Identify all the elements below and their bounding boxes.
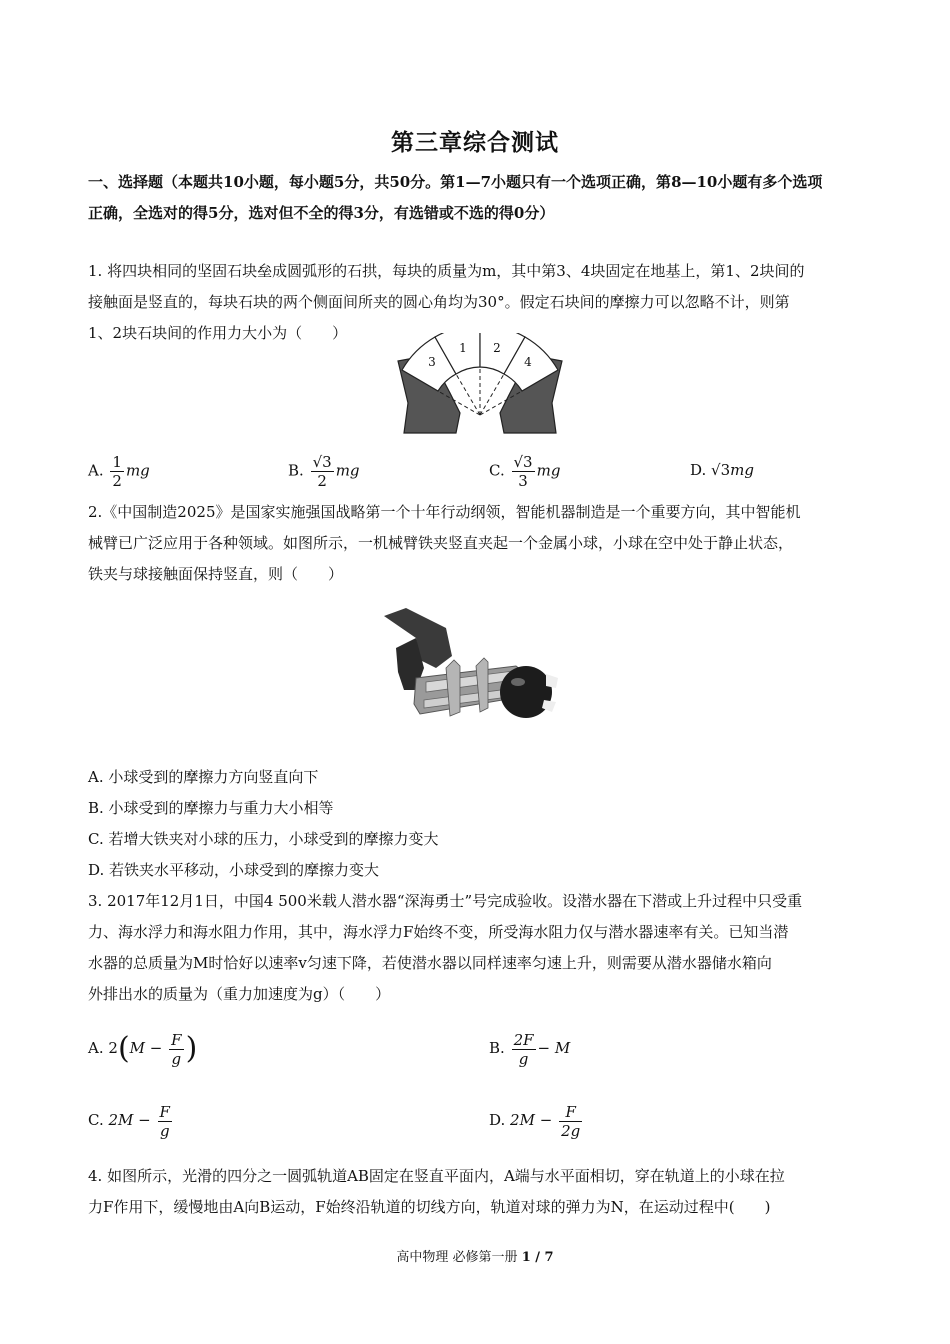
q2-options (88, 762, 868, 886)
q4-line-1: 4. 如图所示，光滑的四分之一圆弧轨道AB固定在竖直平面内，A端与水平面相切，穿在轨道上的小球在拉 (88, 1167, 785, 1185)
label-2: 2 (493, 341, 501, 355)
q3-line-3: 水器的总质量为M时恰好以速率v匀速下降，若使潜水器以同样速率匀速上升，则需要从潜水器储水箱向 (88, 954, 772, 972)
question-4 (88, 1161, 868, 1223)
q3-option-b[interactable]: B. $\frac{2F}{g}$ − M (489, 1030, 571, 1068)
q2-line-3: 铁夹与球接触面保持竖直，则（ ） (88, 565, 344, 583)
q2-option-a[interactable]: A. 小球受到的摩擦力方向竖直向下 (88, 768, 319, 786)
q3-line-4: 外排出水的质量为（重力加速度为g）（ ） (88, 985, 391, 1003)
q2-option-d[interactable]: D. 若铁夹水平移动，小球受到的摩擦力变大 (88, 861, 380, 879)
q2-option-b[interactable]: B. 小球受到的摩擦力与重力大小相等 (88, 799, 334, 817)
page-title: 第三章综合测试 (391, 129, 559, 156)
q1-line-3: 1、2块石块间的作用力大小为（ ） (88, 324, 348, 342)
q3-option-c[interactable]: C. 2M − $\frac{F}{g}$ (88, 1102, 170, 1140)
q1-line-1: 1. 将四块相同的坚固石块垒成圆弧形的石拱，每块的质量为m，其中第3、4块固定在地基上，第1、2块间的 (88, 262, 805, 280)
footer-text: 高中物理 必修第一册 (396, 1250, 518, 1265)
q1-option-a[interactable]: A. $\frac{1}{2}$ mg (88, 453, 150, 490)
q3-option-a[interactable]: A. 2(M − $\frac{F}{g}$ ) (88, 1030, 198, 1068)
section-header (88, 167, 868, 229)
q3-line-1: 3. 2017年12月1日，中国4 500米载人潜水器“深海勇士”号完成验收。设潜水器在下潜或上升过程中只受重 (88, 892, 803, 910)
stone-arch-figure (390, 333, 570, 442)
section-line-1: 一、选择题（本题共10小题，每小题5分，共50分。第1—7小题只有一个选项正确，第8—10小题有多个选项 (88, 173, 823, 191)
label-4: 4 (524, 355, 532, 369)
robot-clamp-figure (376, 608, 576, 747)
q2-line-1: 2.《中国制造2025》是国家实施强国战略第一个十年行动纲领，智能机器制造是一个重要方向，其中智能机 (88, 503, 801, 521)
page-number: 1 / 7 (521, 1250, 554, 1265)
question-2 (88, 497, 868, 590)
q1-option-d[interactable]: D. √3mg (690, 461, 754, 479)
q1-option-c[interactable]: C. $\frac{√3}{3}$ mg (489, 453, 561, 490)
q2-line-2: 械臂已广泛应用于各种领域。如图所示，一机械臂铁夹竖直夹起一个金属小球，小球在空中处于静止状态， (88, 534, 794, 552)
section-line-2: 正确，全选对的得5分，选对但不全的得3分，有选错或不选的得0分） (88, 204, 555, 222)
question-3 (88, 886, 868, 1010)
q1-line-2: 接触面是竖直的，每块石块的两个侧面间所夹的圆心角均为30°。假定石块间的摩擦力可以忽略不计，则第 (88, 293, 790, 311)
q1-option-b[interactable]: B. $\frac{√3}{2}$ mg (288, 453, 360, 490)
q4-line-2: 力F作用下，缓慢地由A向B运动，F始终沿轨道的切线方向，轨道对球的弹力为N，在运动过程中( ) (88, 1198, 771, 1216)
q3-option-d[interactable]: D. 2M − $\frac{F}{2g}$ (489, 1102, 581, 1140)
label-1: 1 (459, 341, 467, 355)
page-footer (0, 1246, 950, 1265)
label-3: 3 (428, 355, 436, 369)
q2-option-c[interactable]: C. 若增大铁夹对小球的压力，小球受到的摩擦力变大 (88, 830, 439, 848)
q3-line-2: 力、海水浮力和海水阻力作用，其中，海水浮力F始终不变，所受海水阻力仅与潜水器速率有关。已知当潜 (88, 923, 789, 941)
